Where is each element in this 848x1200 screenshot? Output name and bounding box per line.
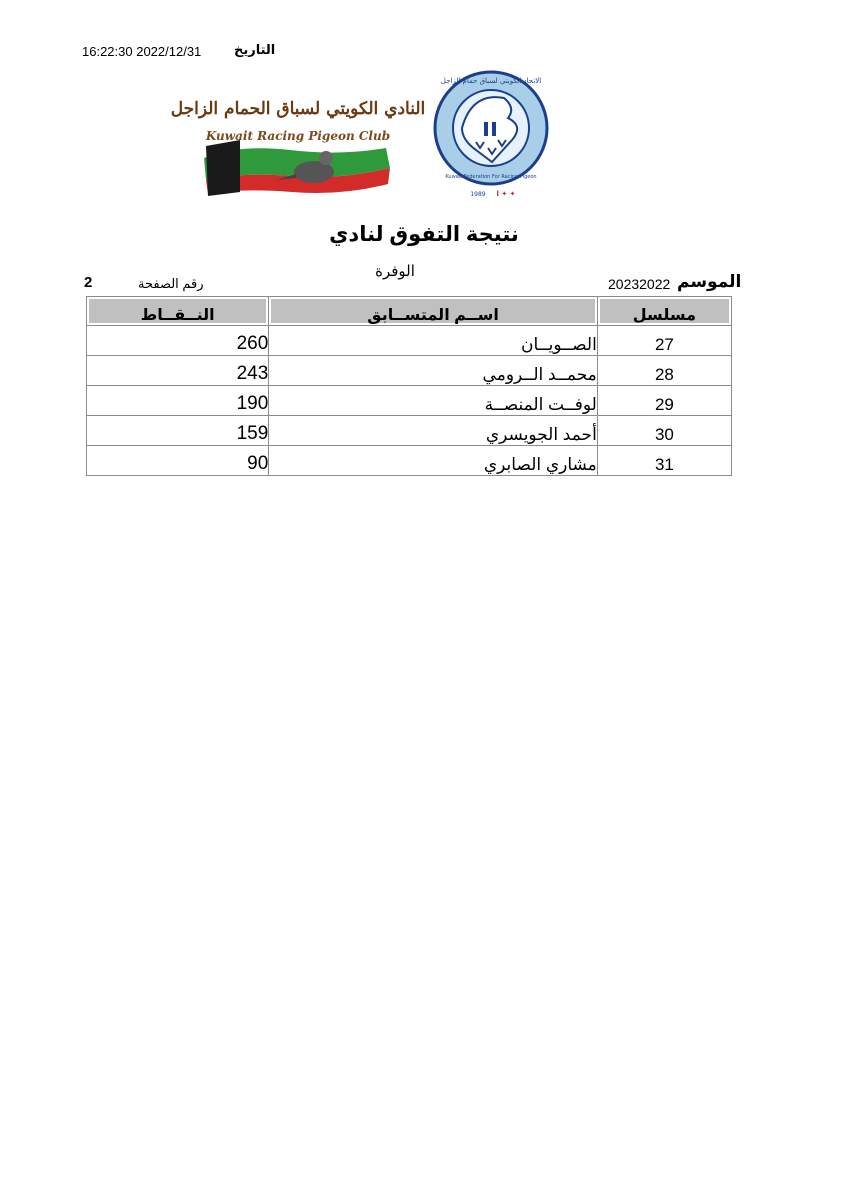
- federation-logo: [432, 70, 550, 200]
- header-competitor-name: اســم المتســابق: [269, 297, 598, 326]
- serial-cell: 28: [597, 356, 731, 386]
- season-label: الموسم: [677, 272, 742, 291]
- competitor-name-cell: أحمد الجويسري: [269, 416, 598, 446]
- points-cell: 159: [87, 416, 269, 446]
- competitor-name-cell: مشاري الصابري: [269, 446, 598, 476]
- federation-logo-english-text: Kuwait Federation For Racing Pigeon: [445, 174, 537, 180]
- section-name: الوفرة: [375, 263, 415, 280]
- points-cell: 243: [87, 356, 269, 386]
- serial-cell: 27: [597, 326, 731, 356]
- points-cell: 260: [87, 326, 269, 356]
- header-points: النــقــاط: [87, 297, 269, 326]
- serial-cell: 29: [597, 386, 731, 416]
- table-row: [87, 356, 732, 386]
- header-serial: مسلسل: [597, 297, 731, 326]
- federation-logo-year: 1989: [470, 191, 486, 198]
- results-table: [86, 296, 732, 476]
- federation-logo-arabic-text: الاتحاد الكويتي لسباق حمام الزاجل: [440, 77, 542, 85]
- club-logo: [170, 84, 426, 202]
- serial-cell: 30: [597, 416, 731, 446]
- report-title: نتيجة التفوق لنادي: [329, 223, 519, 246]
- points-cell: 90: [87, 446, 269, 476]
- date-label: التاريخ: [234, 42, 276, 57]
- page-number-label: رقم الصفحة: [138, 276, 204, 291]
- club-logo-english-text: Kuwait Racing Pigeon Club: [205, 129, 391, 143]
- date-value: 16:22:30 2022/12/31: [82, 44, 202, 59]
- competitor-name-cell: لوفــت المنصــة: [269, 386, 598, 416]
- competitor-name-cell: محمــد الــرومي: [269, 356, 598, 386]
- serial-cell: 31: [597, 446, 731, 476]
- table-row: [87, 416, 732, 446]
- page-number: 2: [84, 274, 93, 291]
- club-logo-arabic-text: النادي الكويتي لسباق الحمام الزاجل: [170, 99, 426, 119]
- season-value: 20232022: [608, 276, 671, 292]
- table-row: [87, 326, 732, 356]
- table-row: [87, 386, 732, 416]
- table-header-row: [87, 297, 732, 326]
- points-cell: 190: [87, 386, 269, 416]
- svg-text:ا ✦ ✦: ا ✦ ✦: [496, 190, 516, 198]
- table-row: [87, 446, 732, 476]
- competitor-name-cell: الصــويــان: [269, 326, 598, 356]
